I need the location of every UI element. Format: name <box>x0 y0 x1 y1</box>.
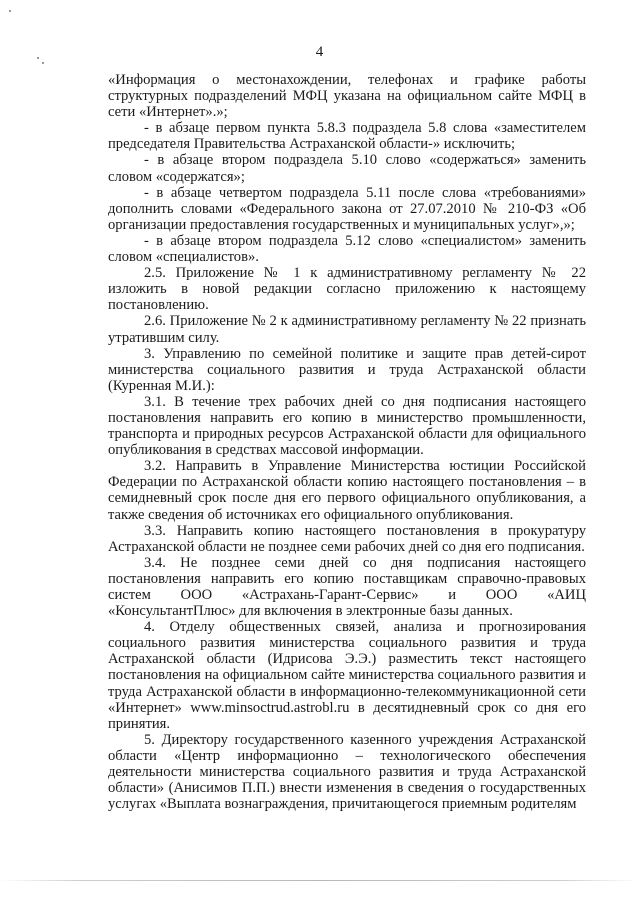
paragraph-item-5-10: - в абзаце втором подраздела 5.10 слово «содержаться» заменить словом «содержатся»; <box>108 152 586 185</box>
paragraph-3-3: 3.3. Направить копию настоящего постановления в прокуратуру Астраханской области не позднее семи рабочих дней со дня его подписания. <box>108 522 586 555</box>
document-body <box>108 72 586 812</box>
paragraph-item-5-12: - в абзаце втором подраздела 5.12 слово «специалистом» заменить словом «специалистов». <box>108 232 586 266</box>
paragraph-5: 5. Директору государственного казенного учреждения Астраханской области «Центр информационно – технологического обеспечения деятельности министерства социального развития и труда Астраханской области» (Анисимов П.П.) внести изменения в сведения о государственных услугах «Выплата вознаграждения, причитающегося приемным родителям <box>108 731 586 813</box>
paragraph-3: 3. Управлению по семейной политике и защите прав детей-сирот министерства социального развития и труда Астраханской области (Куренная М.И.): <box>108 345 586 394</box>
scan-speck <box>42 62 44 64</box>
page-number: 4 <box>315 44 324 60</box>
scan-speck <box>9 10 11 12</box>
paragraph-2-5: 2.5. Приложение № 1 к административному регламенту № 22 изложить в новой редакции согласно приложению к настоящему постановлению. <box>108 265 586 314</box>
paragraph-item-5-11: - в абзаце четвертом подраздела 5.11 после слова «требованиями» дополнить словами «Федерального закона от 27.07.2010 № 210-ФЗ «Об организации предоставления государственных и муниципальных услуг»,»; <box>108 184 586 233</box>
paragraph-3-4: 3.4. Не позднее семи дней со дня подписания настоящего постановления направить его копию поставщикам справочно-правовых систем ООО «Астрахань-Гарант-Сервис» и ООО «АИЦ «КонсультантПлюс» для включения в электронные базы данных. <box>108 554 586 620</box>
paragraph-4: 4. Отделу общественных связей, анализа и прогнозирования социального развития министерства социального развития и труда Астраханской области (Идрисова Э.Э.) разместить текст настоящего постановления на официальном сайте министерства социального развития и труда Астраханской области в информационно-телекоммуникационной сети «Интернет» www.minsoctrud.astrobl.ru в десятидневный срок со дня его принятия. <box>108 619 586 732</box>
paragraph-mfc-info: «Информация о местонахождении, телефонах и графике работы структурных подразделений МФЦ указана на официальном сайте МФЦ в сети «Интернет».»; <box>108 72 586 121</box>
paragraph-2-6: 2.6. Приложение № 2 к административному регламенту № 22 признать утратившим силу. <box>108 313 586 346</box>
scan-edge-line <box>0 880 639 881</box>
paragraph-3-1: 3.1. В течение трех рабочих дней со дня подписания настоящего постановления направить его копию в министерство промышленности, транспорта и природных ресурсов Астраханской области для официального опубликования в средствах массовой информации. <box>108 393 586 459</box>
paragraph-item-5-8-3: - в абзаце первом пункта 5.8.3 подраздела 5.8 слова «заместителем председателя Правительства Астраханской области-» исключить; <box>108 120 586 153</box>
paragraph-3-2: 3.2. Направить в Управление Министерства юстиции Российской Федерации по Астраханской области копию настоящего постановления – в семидневный срок после дня его первого официального опубликования, а также сведения об источниках его официального опубликования. <box>108 458 586 523</box>
